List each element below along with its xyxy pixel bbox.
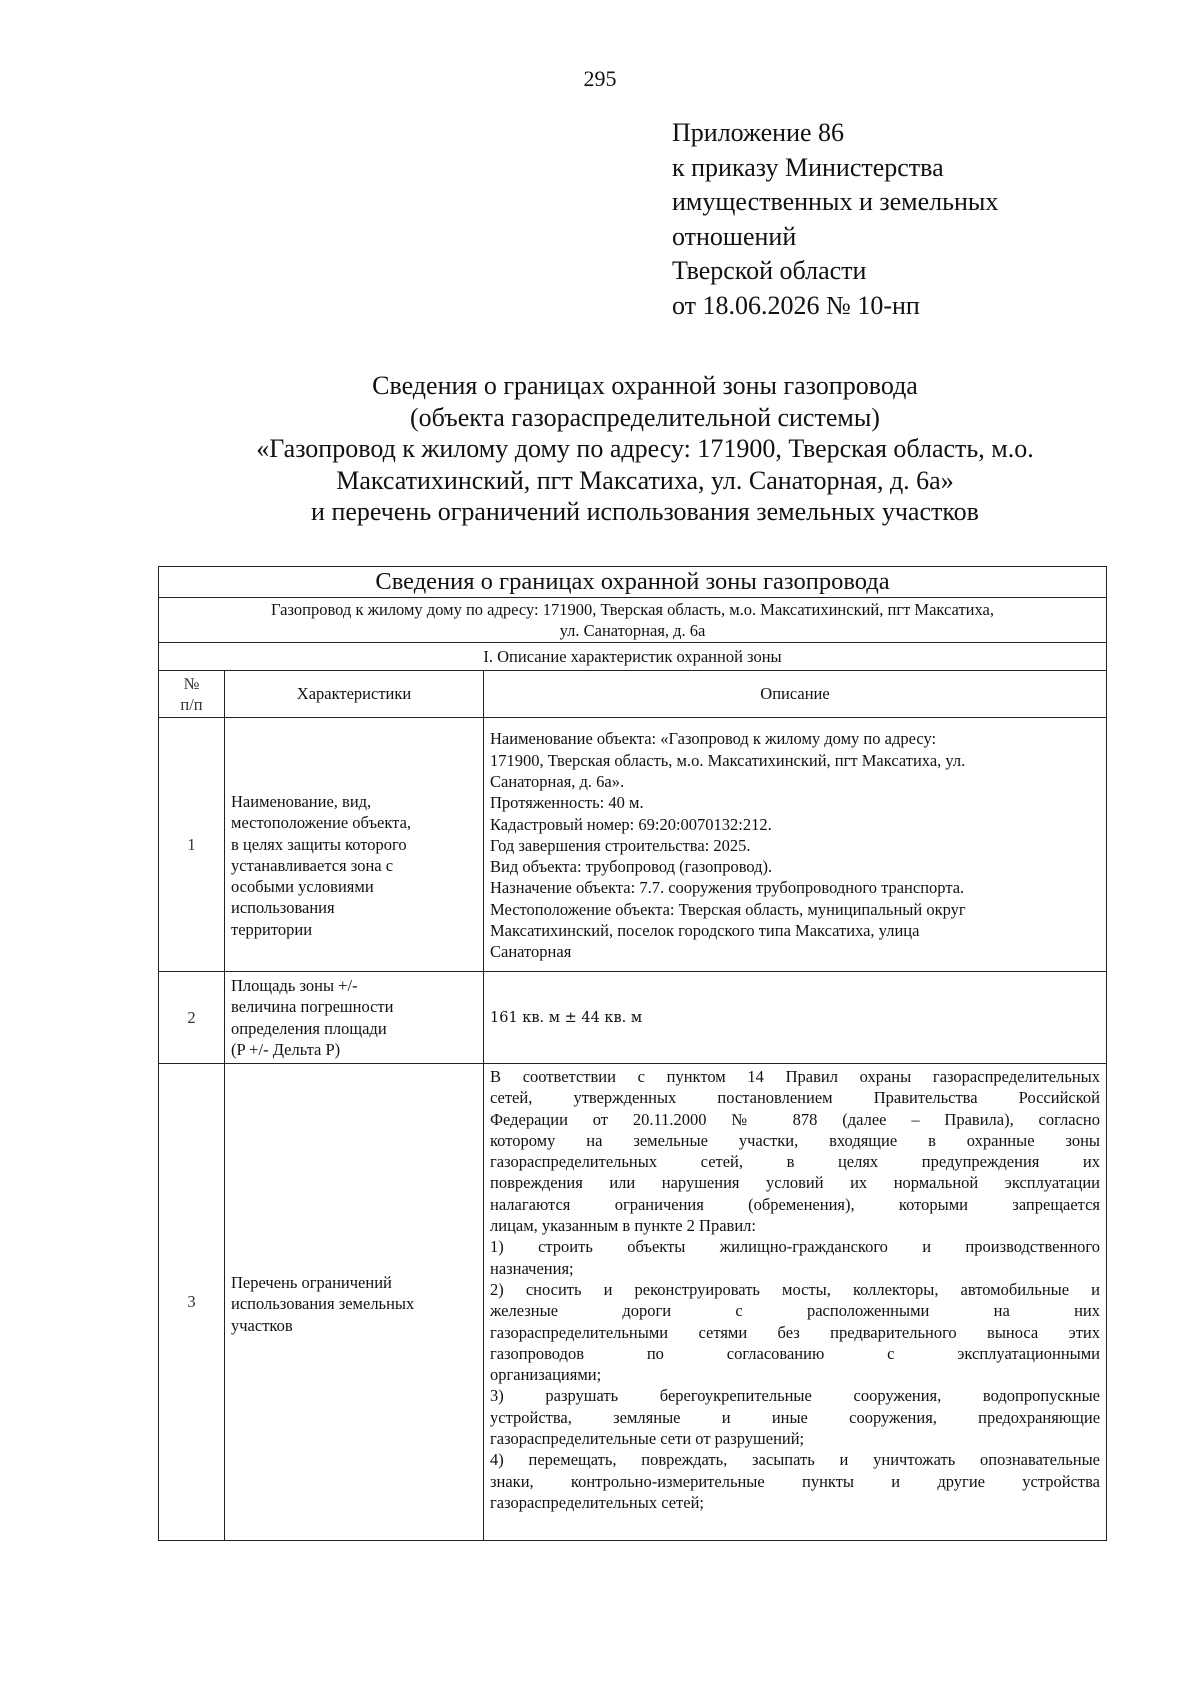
characteristic-line: территории	[231, 919, 313, 939]
column-header-characteristics: Характеристики	[225, 671, 484, 718]
row-number: 1	[159, 718, 225, 972]
title-line: и перечень ограничений использования земельных участков	[311, 497, 979, 526]
characteristic-line: местоположение объекта,	[231, 813, 412, 833]
description-line: организациями;	[490, 1365, 602, 1385]
row-number: 3	[159, 1064, 225, 1541]
characteristic-cell	[225, 972, 484, 1064]
characteristic-line: использования	[231, 898, 335, 918]
appendix-line: от 18.06.2026 № 10-нп	[672, 290, 920, 320]
appendix-line: отношений	[672, 221, 797, 251]
description-line: Год завершения строительства: 2025.	[490, 835, 751, 855]
table-header-row	[159, 671, 1107, 718]
description-line: Назначение объекта: 7.7. сооружения трубопроводного транспорта.	[490, 878, 965, 898]
description-line: знаки, контрольно-измерительные пункты и другие устройства	[490, 1471, 1101, 1491]
description-cell	[484, 1064, 1107, 1541]
characteristic-line: участков	[231, 1315, 293, 1335]
column-header-description: Описание	[484, 671, 1107, 718]
description-line: повреждения или нарушения условий их нормальной эксплуатации	[490, 1173, 1101, 1193]
characteristic-line: в целях защиты которого	[231, 834, 407, 854]
description-line: Федерации от 20.11.2000 № 878 (далее – Правила), согласно	[490, 1109, 1101, 1129]
description-line: Максатихинский, поселок городского типа Максатиха, улица	[490, 921, 920, 941]
description-line: газораспределительные сети от разрушений;	[490, 1429, 805, 1449]
section-heading: I. Описание характеристик охранной зоны	[159, 643, 1107, 671]
characteristic-line: Перечень ограничений	[231, 1273, 392, 1292]
description-line: сетей, утвержденных постановлением Правительства Российской	[490, 1088, 1101, 1108]
description-line: газораспределительными сетями без предварительного выноса этих	[490, 1322, 1101, 1342]
description-line: Вид объекта: трубопровод (газопровод).	[490, 857, 773, 877]
column-header-number-line: п/п	[180, 695, 203, 714]
characteristic-line: величина погрешности	[231, 997, 394, 1017]
characteristic-line: Наименование, вид,	[231, 791, 372, 811]
description-line: лицам, указанным в пункте 2 Правил:	[490, 1216, 756, 1236]
table-row	[159, 718, 1107, 972]
characteristic-line: Площадь зоны +/-	[231, 975, 358, 995]
characteristic-line: устанавливается зона с	[231, 855, 394, 875]
description-line: газораспределительных сетей;	[490, 1492, 705, 1512]
characteristic-line: особыми условиями	[231, 877, 374, 897]
description-line: 4) перемещать, повреждать, засыпать и уничтожать опознавательные	[490, 1450, 1101, 1470]
description-line: железные дороги с расположенными на них	[490, 1301, 1101, 1321]
area-value: 161 кв. м ± 44 кв. м	[490, 1009, 643, 1026]
description-line: Кадастровый номер: 69:20:0070132:212.	[490, 814, 772, 834]
title-line: Сведения о границах охранной зоны газопровода	[372, 371, 918, 400]
appendix-line: Тверской области	[672, 256, 867, 285]
object-name-cell	[159, 598, 1107, 643]
object-name-line: Газопровод к жилому дому по адресу: 171900, Тверская область, м.о. Максатихинский, пгт Максатиха,	[271, 600, 994, 619]
description-line: которому на земельные участки, входящие в охранные зоны	[490, 1130, 1101, 1150]
appendix-line: Приложение 86	[672, 118, 845, 147]
description-cell	[484, 718, 1107, 972]
appendix-line: имущественных и земельных	[672, 187, 999, 216]
characteristic-line: использования земельных	[231, 1294, 415, 1314]
document-title	[100, 370, 1190, 528]
description-line: устройства, земляные и иные сооружения, предохраняющие	[490, 1407, 1101, 1427]
description-line: газопроводов по согласованию с эксплуатационными	[490, 1343, 1101, 1363]
characteristic-cell	[225, 1064, 484, 1541]
description-line: назначения;	[490, 1258, 574, 1278]
description-line: Наименование объекта: «Газопровод к жилому дому по адресу:	[490, 729, 937, 749]
appendix-line: к приказу Министерства	[672, 152, 944, 182]
description-cell	[484, 972, 1107, 1064]
page-number: 295	[583, 66, 617, 91]
description-line: 3) разрушать берегоукрепительные сооружения, водопропускные	[490, 1386, 1101, 1406]
characteristic-line: (P +/- Дельта P)	[231, 1039, 341, 1059]
column-header-number-line: №	[183, 673, 200, 693]
description-line: Санаторная, д. 6а».	[490, 771, 625, 791]
title-line: (объекта газораспределительной системы)	[410, 402, 880, 432]
column-header-number	[159, 671, 225, 718]
description-line: Санаторная	[490, 942, 572, 962]
appendix-header	[672, 116, 998, 323]
description-line: газораспределительных сетей, в целях предупреждения их	[490, 1152, 1101, 1172]
title-line: «Газопровод к жилому дому по адресу: 171900, Тверская область, м.о.	[256, 434, 1034, 463]
title-line: Максатихинский, пгт Максатиха, ул. Санаторная, д. 6а»	[336, 465, 954, 495]
description-line: 1) строить объекты жилищно-гражданского и производственного	[490, 1237, 1101, 1257]
description-line: Протяженность: 40 м.	[490, 793, 644, 813]
table-row	[159, 972, 1107, 1064]
object-name-line: ул. Санаторная, д. 6а	[559, 621, 706, 640]
table-heading: Сведения о границах охранной зоны газопровода	[159, 567, 1107, 598]
characteristic-cell	[225, 718, 484, 972]
description-line: налагаются ограничения (обременения), которыми запрещается	[490, 1194, 1101, 1214]
row-number: 2	[159, 972, 225, 1064]
description-line: 2) сносить и реконструировать мосты, коллекторы, автомобильные и	[490, 1279, 1101, 1299]
description-line: Местоположение объекта: Тверская область, муниципальный округ	[490, 899, 966, 919]
table-row	[159, 1064, 1107, 1541]
characteristic-line: определения площади	[231, 1018, 387, 1038]
description-line: В соответствии с пунктом 14 Правил охраны газораспределительных	[490, 1067, 1101, 1086]
description-line: 171900, Тверская область, м.о. Максатихинский, пгт Максатиха, ул.	[490, 750, 966, 770]
protection-zone-table	[158, 566, 1107, 1541]
